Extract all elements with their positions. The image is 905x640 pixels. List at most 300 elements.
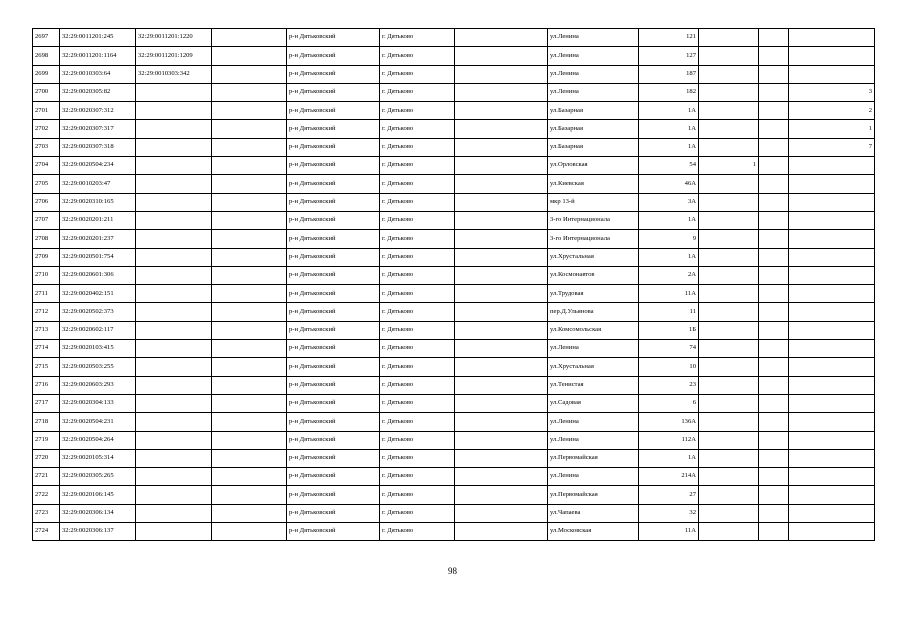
district-cell: р-н Дятьковский [287,376,380,394]
city-cell: г. Дятьково [380,157,455,175]
cadastral-number: 32:29:0010303:64 [60,65,136,83]
table-row [33,449,875,467]
district-cell: р-н Дятьковский [287,266,380,284]
district-cell: р-н Дятьковский [287,29,380,47]
empty-cell [212,504,287,522]
cadastral-number: 32:29:0020402:151 [60,285,136,303]
cadastral-number: 32:29:0011201:1164 [60,47,136,65]
empty-cell [212,449,287,467]
extra-cell [759,358,789,376]
extra-cell [759,285,789,303]
cadastral-number: 32:29:0020105:314 [60,449,136,467]
street-cell: ул.Трудовая [548,285,639,303]
empty-cell [455,394,548,412]
empty-cell [455,340,548,358]
city-cell: г. Дятьково [380,413,455,431]
extra-cell [759,413,789,431]
table-row [33,83,875,101]
cadastral-number-2 [136,120,212,138]
house-number: 127 [639,47,699,65]
extra-cell: 7 [789,138,875,156]
city-cell: г. Дятьково [380,248,455,266]
empty-cell [212,358,287,376]
row-number: 2710 [33,266,60,284]
house-number: 1А [639,449,699,467]
empty-cell [212,138,287,156]
street-cell: пер.Д.Ульянова [548,303,639,321]
row-number: 2714 [33,340,60,358]
cadastral-number: 32:29:0020504:234 [60,157,136,175]
table-row [33,285,875,303]
empty-cell [212,394,287,412]
cadastral-number: 32:29:0020601:306 [60,266,136,284]
district-cell: р-н Дятьковский [287,340,380,358]
extra-cell [699,230,759,248]
table-row [33,211,875,229]
cadastral-number: 32:29:0020201:211 [60,211,136,229]
house-number: 1А [639,138,699,156]
extra-cell [789,376,875,394]
extra-cell [699,175,759,193]
house-number: 112А [639,431,699,449]
district-cell: р-н Дятьковский [287,413,380,431]
table-row [33,157,875,175]
empty-cell [455,83,548,101]
street-cell: ул.Хрустальная [548,248,639,266]
extra-cell [789,449,875,467]
empty-cell [212,230,287,248]
extra-cell [699,523,759,541]
cadastral-number: 32:29:0020603:293 [60,376,136,394]
extra-cell [789,523,875,541]
row-number: 2698 [33,47,60,65]
extra-cell [759,523,789,541]
extra-cell [699,321,759,339]
district-cell: р-н Дятьковский [287,449,380,467]
row-number: 2703 [33,138,60,156]
row-number: 2709 [33,248,60,266]
city-cell: г. Дятьково [380,285,455,303]
house-number: 11А [639,523,699,541]
empty-cell [455,120,548,138]
extra-cell [759,193,789,211]
cadastral-number-2 [136,248,212,266]
extra-cell [759,376,789,394]
row-number: 2718 [33,413,60,431]
row-number: 2716 [33,376,60,394]
house-number: 121 [639,29,699,47]
row-number: 2713 [33,321,60,339]
row-number: 2720 [33,449,60,467]
empty-cell [212,29,287,47]
row-number: 2706 [33,193,60,211]
extra-cell: 3 [789,83,875,101]
extra-cell [759,321,789,339]
extra-cell [759,340,789,358]
cadastral-number-2 [136,321,212,339]
district-cell: р-н Дятьковский [287,504,380,522]
cadastral-number-2 [136,230,212,248]
empty-cell [455,321,548,339]
empty-cell [455,468,548,486]
extra-cell [789,230,875,248]
cadastral-number: 32:29:0020306:137 [60,523,136,541]
extra-cell [789,303,875,321]
house-number: 182 [639,83,699,101]
city-cell: г. Дятьково [380,102,455,120]
cadastral-number-2 [136,102,212,120]
empty-cell [455,230,548,248]
cadastral-number: 32:29:0020504:264 [60,431,136,449]
house-number: 136А [639,413,699,431]
extra-cell [759,303,789,321]
cadastral-number: 32:29:0020503:255 [60,358,136,376]
street-cell: ул.Комсомольская [548,321,639,339]
table-row [33,120,875,138]
empty-cell [212,83,287,101]
house-number: 9 [639,230,699,248]
district-cell: р-н Дятьковский [287,193,380,211]
empty-cell [455,285,548,303]
cadastral-number: 32:29:0020502:373 [60,303,136,321]
extra-cell [699,138,759,156]
street-cell: 3-го Интернационала [548,211,639,229]
extra-cell [759,102,789,120]
cadastral-number-2 [136,449,212,467]
house-number: 10 [639,358,699,376]
cadastral-number-2: 32:29:0011201:1209 [136,47,212,65]
cadastral-number-2 [136,285,212,303]
table-row [33,303,875,321]
city-cell: г. Дятьково [380,486,455,504]
empty-cell [212,157,287,175]
empty-cell [455,358,548,376]
city-cell: г. Дятьково [380,303,455,321]
empty-cell [455,449,548,467]
cadastral-number-2 [136,211,212,229]
cadastral-number: 32:29:0020306:134 [60,504,136,522]
empty-cell [212,468,287,486]
extra-cell [699,285,759,303]
cadastral-number-2: 32:29:0010303:342 [136,65,212,83]
street-cell: ул.Ленина [548,431,639,449]
registry-table [32,28,875,541]
street-cell: ул.Орловская [548,157,639,175]
extra-cell [759,175,789,193]
row-number: 2721 [33,468,60,486]
empty-cell [455,413,548,431]
district-cell: р-н Дятьковский [287,83,380,101]
street-cell: ул.Хрустальная [548,358,639,376]
cadastral-number: 32:29:0020305:265 [60,468,136,486]
table-row [33,468,875,486]
extra-cell [789,321,875,339]
extra-cell: 1 [699,157,759,175]
street-cell: ул.Базарная [548,102,639,120]
house-number: 1А [639,102,699,120]
city-cell: г. Дятьково [380,504,455,522]
extra-cell [699,431,759,449]
street-cell: ул.Ленина [548,83,639,101]
cadastral-number-2 [136,157,212,175]
district-cell: р-н Дятьковский [287,523,380,541]
cadastral-number: 32:29:0020103:415 [60,340,136,358]
city-cell: г. Дятьково [380,376,455,394]
cadastral-number-2 [136,504,212,522]
cadastral-number-2 [136,486,212,504]
row-number: 2723 [33,504,60,522]
district-cell: р-н Дятьковский [287,157,380,175]
row-number: 2719 [33,431,60,449]
street-cell: мкр 13-й [548,193,639,211]
extra-cell [759,468,789,486]
extra-cell [789,266,875,284]
extra-cell [699,83,759,101]
extra-cell [699,102,759,120]
cadastral-number: 32:29:0011201:245 [60,29,136,47]
city-cell: г. Дятьково [380,358,455,376]
table-row [33,193,875,211]
table-row [33,102,875,120]
house-number: 1А [639,120,699,138]
street-cell: ул.Садовая [548,394,639,412]
street-cell: ул.Московская [548,523,639,541]
extra-cell [699,394,759,412]
city-cell: г. Дятьково [380,175,455,193]
table-row [33,413,875,431]
house-number: 1А [639,211,699,229]
cadastral-number: 32:29:0020504:231 [60,413,136,431]
empty-cell [455,102,548,120]
extra-cell [699,266,759,284]
cadastral-number-2 [136,431,212,449]
empty-cell [212,486,287,504]
table-row [33,321,875,339]
district-cell: р-н Дятьковский [287,248,380,266]
extra-cell [789,175,875,193]
row-number: 2707 [33,211,60,229]
cadastral-number-2 [136,468,212,486]
district-cell: р-н Дятьковский [287,175,380,193]
cadastral-number-2 [136,83,212,101]
cadastral-number-2 [136,193,212,211]
row-number: 2704 [33,157,60,175]
extra-cell [699,120,759,138]
extra-cell: 2 [789,102,875,120]
row-number: 2708 [33,230,60,248]
extra-cell [699,468,759,486]
extra-cell [789,486,875,504]
street-cell: ул.Первомайская [548,449,639,467]
empty-cell [212,65,287,83]
street-cell: ул.Базарная [548,138,639,156]
registry-sheet [32,28,874,541]
table-row [33,230,875,248]
district-cell: р-н Дятьковский [287,138,380,156]
table-row [33,266,875,284]
extra-cell [699,303,759,321]
empty-cell [455,193,548,211]
house-number: 27 [639,486,699,504]
house-number: 74 [639,340,699,358]
house-number: 11 [639,303,699,321]
house-number: 46А [639,175,699,193]
house-number: 6 [639,394,699,412]
empty-cell [212,47,287,65]
empty-cell [212,303,287,321]
city-cell: г. Дятьково [380,211,455,229]
cadastral-number-2: 32:29:0011201:1220 [136,29,212,47]
cadastral-number: 32:29:0010203:47 [60,175,136,193]
city-cell: г. Дятьково [380,83,455,101]
cadastral-number: 32:29:0020307:318 [60,138,136,156]
extra-cell [699,193,759,211]
street-cell: ул.Космонавтов [548,266,639,284]
street-cell: ул.Ленина [548,29,639,47]
street-cell: ул.Первомайская [548,486,639,504]
empty-cell [455,29,548,47]
city-cell: г. Дятьково [380,138,455,156]
empty-cell [455,303,548,321]
cadastral-number: 32:29:0020305:82 [60,83,136,101]
extra-cell [699,504,759,522]
table-row [33,248,875,266]
street-cell: 3-го Интернационала [548,230,639,248]
table-row [33,523,875,541]
empty-cell [212,340,287,358]
empty-cell [212,211,287,229]
cadastral-number: 32:29:0020602:117 [60,321,136,339]
empty-cell [212,120,287,138]
extra-cell [759,120,789,138]
row-number: 2705 [33,175,60,193]
cadastral-number-2 [136,340,212,358]
empty-cell [212,266,287,284]
city-cell: г. Дятьково [380,65,455,83]
house-number: 54 [639,157,699,175]
city-cell: г. Дятьково [380,449,455,467]
district-cell: р-н Дятьковский [287,230,380,248]
empty-cell [455,47,548,65]
extra-cell [699,376,759,394]
district-cell: р-н Дятьковский [287,47,380,65]
house-number: 2А [639,266,699,284]
house-number: 32 [639,504,699,522]
empty-cell [455,138,548,156]
extra-cell [789,157,875,175]
extra-cell [789,358,875,376]
house-number: 1А [639,248,699,266]
empty-cell [212,431,287,449]
city-cell: г. Дятьково [380,47,455,65]
extra-cell [759,138,789,156]
district-cell: р-н Дятьковский [287,303,380,321]
extra-cell [789,211,875,229]
cadastral-number-2 [136,394,212,412]
cadastral-number-2 [136,175,212,193]
table-row [33,504,875,522]
empty-cell [455,431,548,449]
extra-cell [789,468,875,486]
cadastral-number: 32:29:0020310:165 [60,193,136,211]
extra-cell [789,193,875,211]
cadastral-number-2 [136,358,212,376]
table-row [33,29,875,47]
row-number: 2712 [33,303,60,321]
district-cell: р-н Дятьковский [287,358,380,376]
cadastral-number: 32:29:0020501:754 [60,248,136,266]
extra-cell [759,29,789,47]
table-row [33,175,875,193]
cadastral-number-2 [136,266,212,284]
house-number: 214А [639,468,699,486]
empty-cell [455,486,548,504]
cadastral-number: 32:29:0020307:317 [60,120,136,138]
extra-cell [759,431,789,449]
row-number: 2717 [33,394,60,412]
district-cell: р-н Дятьковский [287,285,380,303]
extra-cell [789,47,875,65]
district-cell: р-н Дятьковский [287,120,380,138]
table-row [33,394,875,412]
district-cell: р-н Дятьковский [287,486,380,504]
extra-cell [759,157,789,175]
extra-cell [789,413,875,431]
extra-cell [699,248,759,266]
empty-cell [212,175,287,193]
row-number: 2697 [33,29,60,47]
extra-cell [759,230,789,248]
empty-cell [455,157,548,175]
extra-cell [789,29,875,47]
extra-cell [699,340,759,358]
extra-cell [759,394,789,412]
extra-cell [789,340,875,358]
cadastral-number: 32:29:0020106:145 [60,486,136,504]
district-cell: р-н Дятьковский [287,65,380,83]
empty-cell [455,175,548,193]
cadastral-number-2 [136,303,212,321]
district-cell: р-н Дятьковский [287,211,380,229]
extra-cell [759,65,789,83]
table-row [33,65,875,83]
empty-cell [212,285,287,303]
extra-cell [789,394,875,412]
row-number: 2699 [33,65,60,83]
table-row [33,431,875,449]
extra-cell: 1 [789,120,875,138]
extra-cell [699,413,759,431]
street-cell: ул.Ленина [548,65,639,83]
extra-cell [699,449,759,467]
district-cell: р-н Дятьковский [287,102,380,120]
table-row [33,47,875,65]
city-cell: г. Дятьково [380,394,455,412]
extra-cell [699,65,759,83]
row-number: 2700 [33,83,60,101]
table-row [33,138,875,156]
city-cell: г. Дятьково [380,431,455,449]
house-number: 11А [639,285,699,303]
extra-cell [699,358,759,376]
city-cell: г. Дятьково [380,120,455,138]
street-cell: ул.Базарная [548,120,639,138]
house-number: 1Б [639,321,699,339]
extra-cell [789,285,875,303]
extra-cell [699,29,759,47]
extra-cell [759,248,789,266]
cadastral-number: 32:29:0020201:237 [60,230,136,248]
